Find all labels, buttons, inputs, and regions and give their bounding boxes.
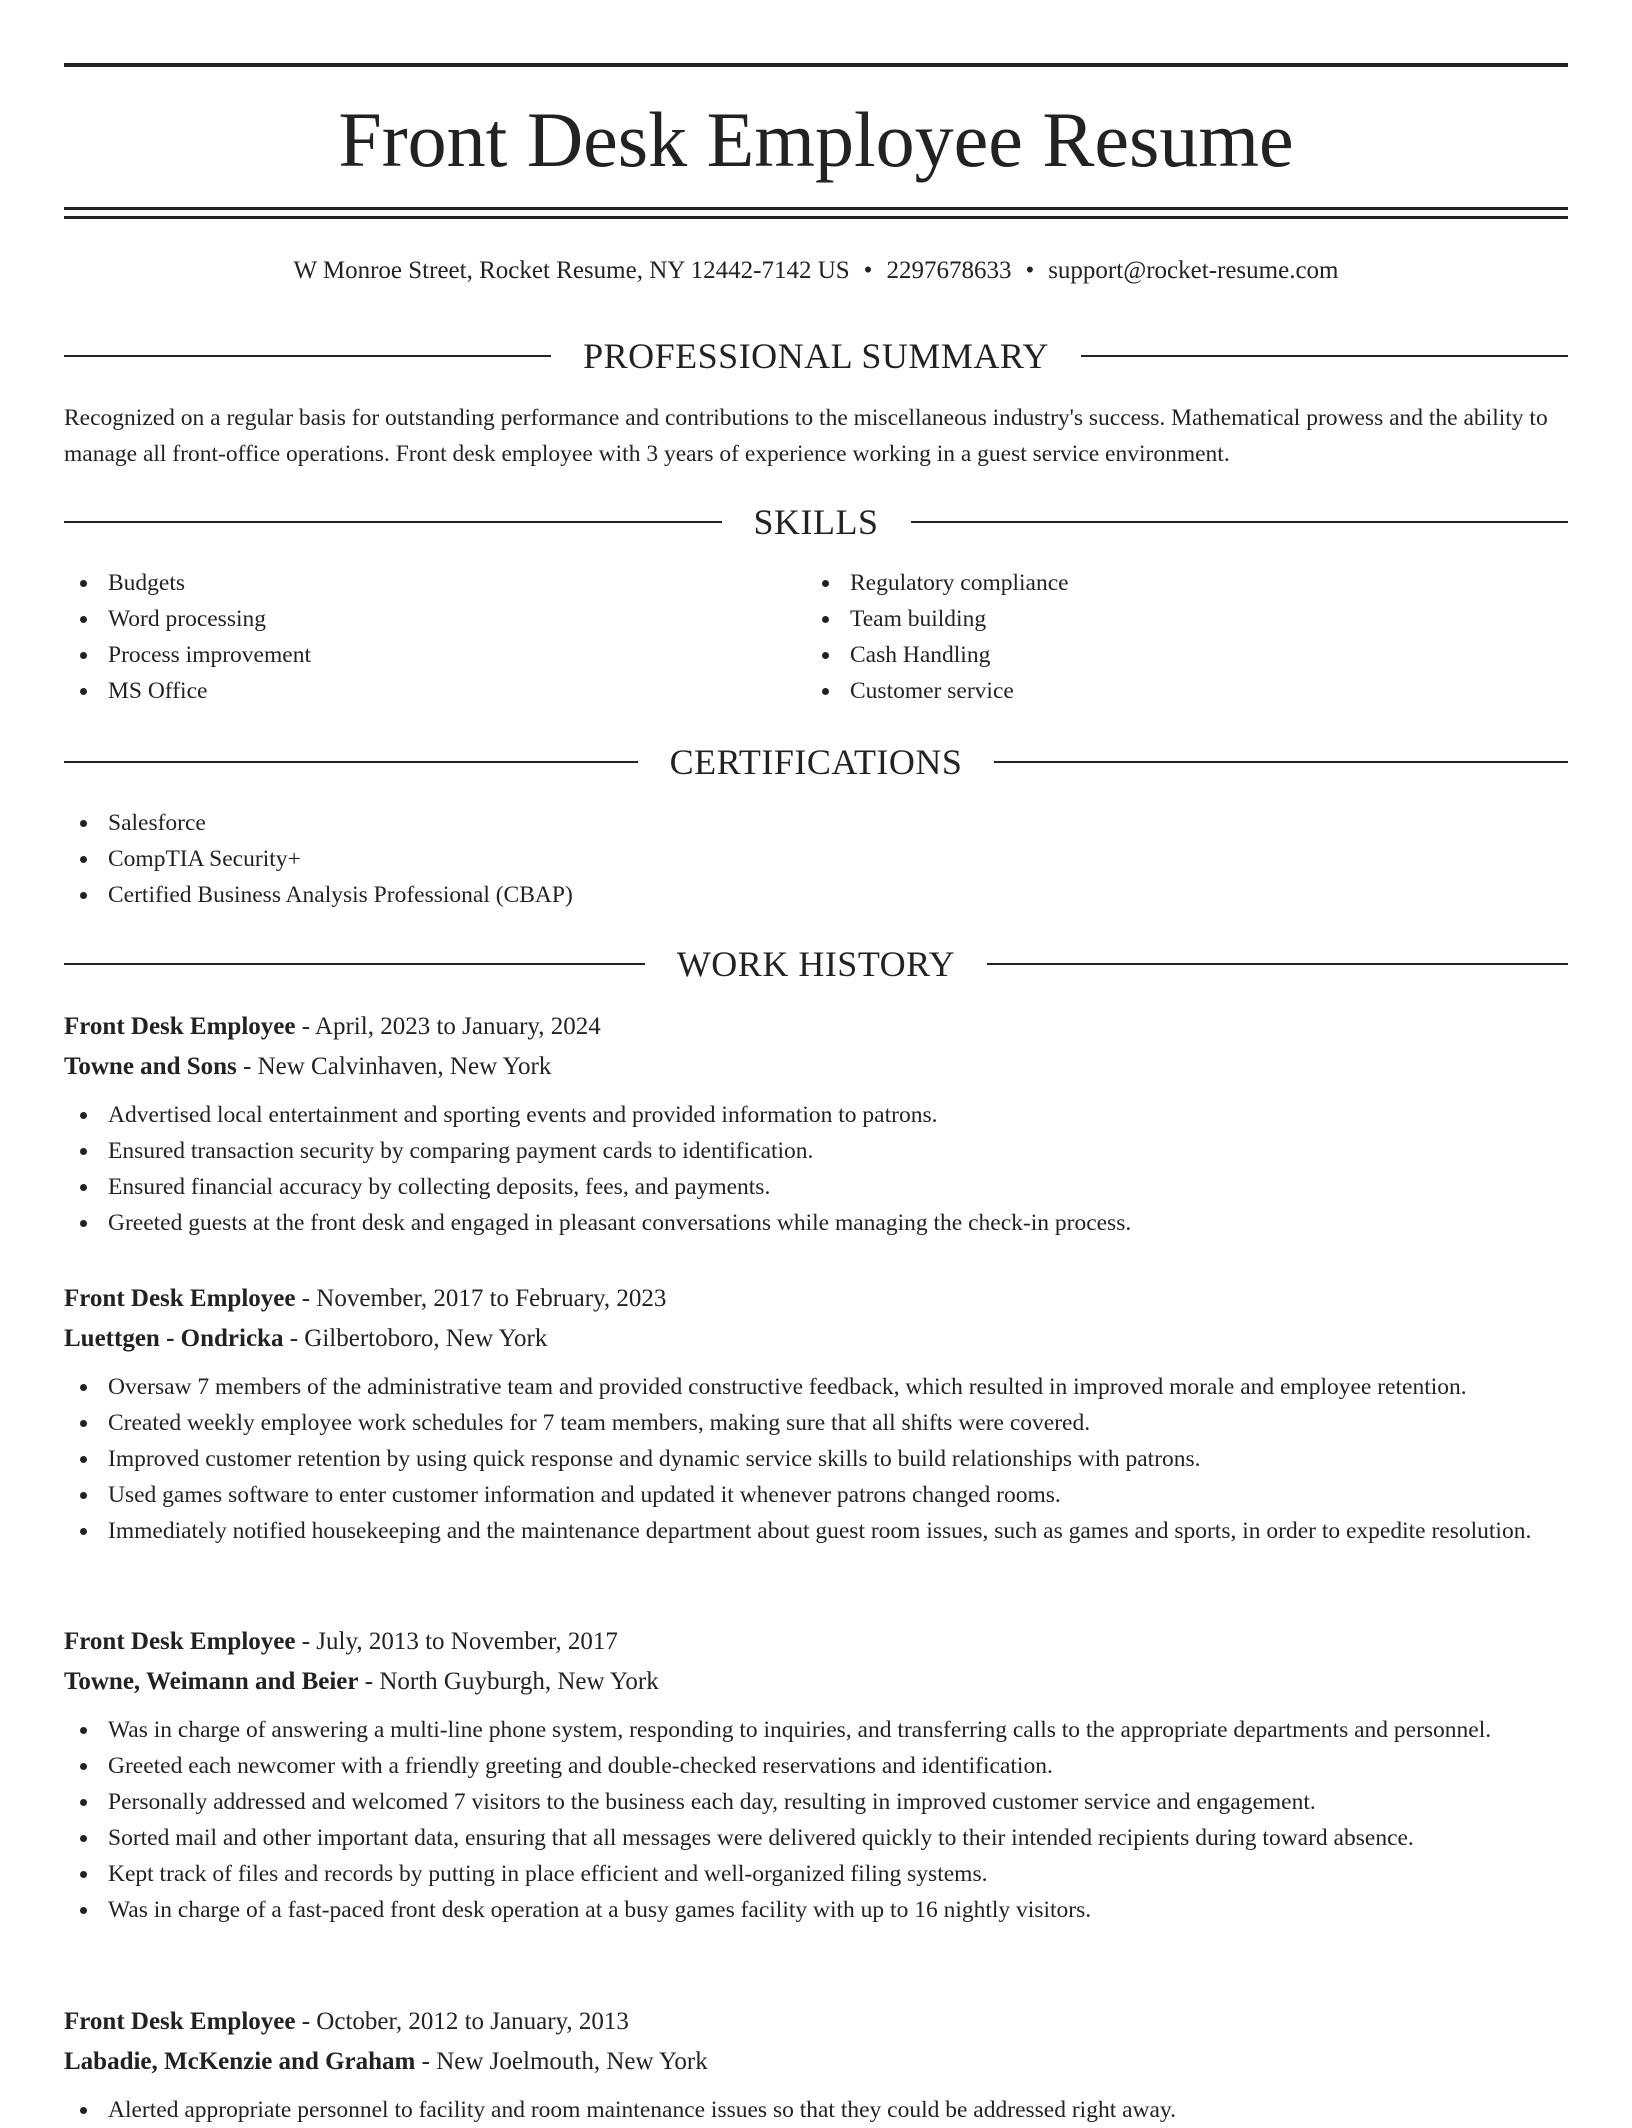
job-bullet: Personally addressed and welcomed 7 visitors to the business each day, resulting in improved customer service and engagement. bbox=[64, 1784, 1568, 1820]
certifications-list bbox=[64, 805, 1568, 913]
section-heading-label: SKILLS bbox=[753, 502, 879, 542]
job-bullet: Immediately notified housekeeping and the maintenance department about guest room issues, such as games and sports, in order to expedite resolution. bbox=[64, 1513, 1568, 1549]
skill-item: Customer service bbox=[806, 673, 1506, 709]
certification-item: Certified Business Analysis Professional (CBAP) bbox=[64, 877, 1568, 913]
job-bullet: Ensured financial accuracy by collecting deposits, fees, and payments. bbox=[64, 1169, 1568, 1205]
job-bullet: Created weekly employee work schedules for 7 team members, making sure that all shifts were covered. bbox=[64, 1405, 1568, 1441]
section-heading-work-history bbox=[64, 942, 1568, 986]
skill-item: Cash Handling bbox=[806, 637, 1506, 673]
skill-item: Budgets bbox=[64, 565, 764, 601]
summary-text: Recognized on a regular basis for outstanding performance and contributions to the miscellaneous industry's success. Mathematical prowess and the ability to manage all front-office operations. Front desk employee with 3 years of experience working in a guest service environment. bbox=[64, 405, 1548, 467]
certification-item: Salesforce bbox=[64, 805, 1568, 841]
heading-rule bbox=[64, 963, 645, 965]
job-dates: - November, 2017 to February, 2023 bbox=[295, 1285, 667, 1312]
job-company-line bbox=[64, 1662, 1568, 1702]
contact-phone: 2297678633 bbox=[886, 257, 1012, 284]
job-bullet: Used games software to enter customer information and updated it whenever patrons changed rooms. bbox=[64, 1477, 1568, 1513]
job-company: Labadie, McKenzie and Graham bbox=[64, 2048, 416, 2075]
skills-list-left bbox=[64, 565, 764, 709]
skill-item: Team building bbox=[806, 601, 1506, 637]
job-bullet: Was in charge of a fast-paced front desk operation at a busy games facility with up to 16 nightly visitors. bbox=[64, 1892, 1568, 1928]
heading-rule bbox=[64, 761, 638, 763]
job-company: Towne and Sons bbox=[64, 1053, 237, 1080]
job-dates: - July, 2013 to November, 2017 bbox=[295, 1628, 618, 1655]
skill-item: Word processing bbox=[64, 601, 764, 637]
section-heading-label: CERTIFICATIONS bbox=[669, 742, 963, 782]
job-bullet: Kept track of files and records by putting in place efficient and well-organized filing systems. bbox=[64, 1856, 1568, 1892]
job-entry bbox=[64, 1622, 1568, 1928]
job-location: - New Joelmouth, New York bbox=[415, 2048, 708, 2075]
skills-list-right bbox=[806, 565, 1506, 709]
job-company-line bbox=[64, 1319, 1568, 1359]
heading-rule bbox=[987, 963, 1568, 965]
section-heading-summary bbox=[64, 334, 1568, 378]
job-title-line bbox=[64, 2002, 1568, 2042]
top-rule bbox=[64, 63, 1568, 67]
job-bullets bbox=[64, 1712, 1568, 1928]
job-bullet: Advertised local entertainment and sporting events and provided information to patrons. bbox=[64, 1097, 1568, 1133]
job-location: - North Guyburgh, New York bbox=[358, 1668, 659, 1695]
section-heading-certifications bbox=[64, 740, 1568, 784]
job-location: - Gilbertoboro, New York bbox=[283, 1325, 548, 1352]
job-title: Front Desk Employee bbox=[64, 1013, 296, 1040]
job-bullets bbox=[64, 1369, 1568, 1549]
job-title: Front Desk Employee bbox=[64, 1628, 296, 1655]
heading-rule bbox=[1081, 355, 1568, 357]
job-company: Luettgen - Ondricka bbox=[64, 1325, 284, 1352]
resume-title: Front Desk Employee Resume bbox=[338, 96, 1294, 183]
job-title-line bbox=[64, 1279, 1568, 1319]
job-dates: - October, 2012 to January, 2013 bbox=[295, 2008, 629, 2035]
job-bullet: Ensured transaction security by comparing payment cards to identification. bbox=[64, 1133, 1568, 1169]
job-company-line bbox=[64, 1047, 1568, 1087]
contact-email: support@rocket-resume.com bbox=[1048, 257, 1339, 284]
skill-item: Regulatory compliance bbox=[806, 565, 1506, 601]
job-bullet: Greeted each newcomer with a friendly greeting and double-checked reservations and identification. bbox=[64, 1748, 1568, 1784]
job-company: Towne, Weimann and Beier bbox=[64, 1668, 359, 1695]
job-bullet: Greeted guests at the front desk and engaged in pleasant conversations while managing the check-in process. bbox=[64, 1205, 1568, 1241]
contact-address: W Monroe Street, Rocket Resume, NY 12442-7142 US bbox=[293, 257, 850, 284]
job-bullet: Alerted appropriate personnel to facility and room maintenance issues so that they could be addressed right away. bbox=[64, 2092, 1568, 2128]
job-bullet: Was in charge of answering a multi-line phone system, responding to inquiries, and transferring calls to the appropriate departments and personnel. bbox=[64, 1712, 1568, 1748]
contact-separator: • bbox=[1025, 257, 1035, 284]
title-double-rule bbox=[64, 207, 1568, 219]
job-entry bbox=[64, 1279, 1568, 1549]
section-heading-skills bbox=[64, 500, 1568, 544]
job-bullets bbox=[64, 2092, 1568, 2128]
job-entry bbox=[64, 2002, 1568, 2128]
contact-separator: • bbox=[863, 257, 873, 284]
job-dates: - April, 2023 to January, 2024 bbox=[295, 1013, 601, 1040]
job-title-line bbox=[64, 1007, 1568, 1047]
job-bullets bbox=[64, 1097, 1568, 1241]
job-title-line bbox=[64, 1622, 1568, 1662]
job-title: Front Desk Employee bbox=[64, 2008, 296, 2035]
job-title: Front Desk Employee bbox=[64, 1285, 296, 1312]
heading-rule bbox=[64, 521, 722, 523]
job-bullet: Sorted mail and other important data, ensuring that all messages were delivered quickly to their intended recipients during toward absence. bbox=[64, 1820, 1568, 1856]
heading-rule bbox=[994, 761, 1568, 763]
job-bullet: Improved customer retention by using quick response and dynamic service skills to build relationships with patrons. bbox=[64, 1441, 1568, 1477]
skill-item: Process improvement bbox=[64, 637, 764, 673]
job-entry bbox=[64, 1007, 1568, 1241]
skill-item: MS Office bbox=[64, 673, 764, 709]
section-heading-label: PROFESSIONAL SUMMARY bbox=[583, 336, 1049, 376]
section-heading-label: WORK HISTORY bbox=[676, 944, 956, 984]
job-bullet: Oversaw 7 members of the administrative team and provided constructive feedback, which resulted in improved morale and employee retention. bbox=[64, 1369, 1568, 1405]
certification-item: CompTIA Security+ bbox=[64, 841, 1568, 877]
contact-line bbox=[64, 254, 1568, 288]
heading-rule bbox=[64, 355, 551, 357]
heading-rule bbox=[911, 521, 1569, 523]
job-company-line bbox=[64, 2042, 1568, 2082]
job-location: - New Calvinhaven, New York bbox=[236, 1053, 552, 1080]
